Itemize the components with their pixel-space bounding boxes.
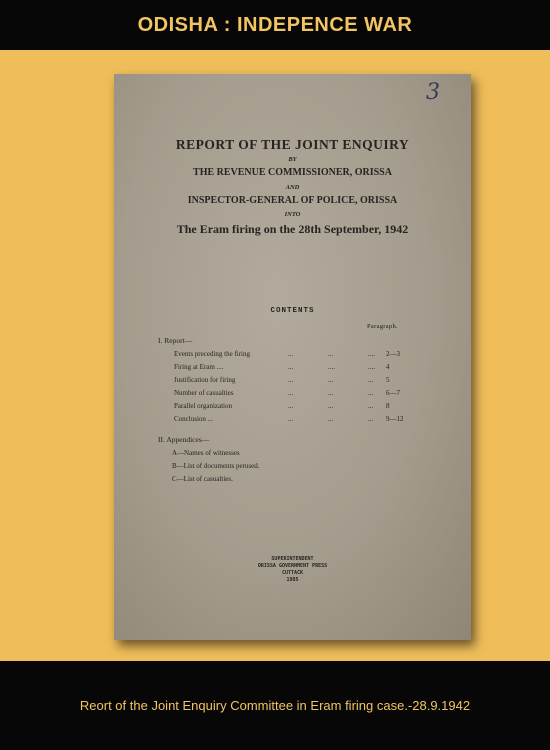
report-line-police: INSPECTOR-GENERAL OF POLICE, ORISSA <box>187 195 398 206</box>
toc-dots: ... <box>288 389 294 397</box>
toc-dots: .... <box>328 363 335 371</box>
toc-dots: ... <box>288 415 294 423</box>
appendix-item: B—List of documents perused. <box>172 462 260 470</box>
toc-label: Number of casualties <box>174 389 234 397</box>
toc-paragraph: 4 <box>386 363 390 371</box>
toc-dots: ... <box>288 376 294 384</box>
toc-dots: ... <box>328 402 334 410</box>
toc-dots: ... <box>368 376 374 384</box>
contents-heading: CONTENTS <box>270 307 315 315</box>
toc-label: Parallel organization <box>174 402 232 410</box>
toc-row <box>174 350 414 360</box>
toc-dots: ... <box>328 389 334 397</box>
toc-row <box>174 376 414 386</box>
report-title: REPORT OF THE JOINT ENQUIRY <box>175 137 410 152</box>
printer-line: CUTTACK <box>281 570 304 576</box>
report-subject: The Eram firing on the 28th September, 1942 <box>176 222 409 236</box>
toc-paragraph: 6—7 <box>386 389 400 397</box>
toc-label: Justification for firing <box>174 376 236 384</box>
toc-paragraph: 5 <box>386 376 390 384</box>
toc-dots: ... <box>288 402 294 410</box>
section-report-heading: I. Report— <box>158 336 193 345</box>
toc-label: Conclusion ... <box>174 415 213 423</box>
report-and: AND <box>285 184 300 191</box>
toc-dots: ... <box>288 363 294 371</box>
paragraph-heading: Paragraph. <box>367 323 398 330</box>
toc-row <box>174 402 414 412</box>
toc-dots: ... <box>368 415 374 423</box>
printer-line: ORISSA GOVERNMENT PRESS <box>257 563 328 569</box>
section-appendices-heading: II. Appendices— <box>158 435 210 444</box>
toc-dots: ... <box>328 415 334 423</box>
appendix-item: A—Names of witnesses <box>172 449 240 457</box>
header-bar <box>0 0 550 50</box>
toc-paragraph: 9—12 <box>386 415 404 423</box>
toc-paragraph: 8 <box>386 402 390 410</box>
toc-label: Events preceding the firing <box>174 350 251 358</box>
toc-row <box>174 389 414 399</box>
toc-dots: ... <box>328 376 334 384</box>
appendix-item: C—List of casualties. <box>172 475 233 483</box>
caption-bar <box>0 661 550 750</box>
toc-dots: ... <box>368 402 374 410</box>
printer-line: SUPERINTENDENT <box>271 556 314 562</box>
toc-row <box>174 415 414 425</box>
toc-dots: ... <box>368 389 374 397</box>
report-into: INTO <box>284 211 301 218</box>
image-caption: Reort of the Joint Enquiry Committee in Eram firing case.-28.9.1942 <box>79 698 471 713</box>
toc-dots: ... <box>288 350 294 358</box>
toc-dots: .... <box>368 350 375 358</box>
toc-dots: .... <box>368 363 375 371</box>
printer-year: 1985 <box>286 577 299 583</box>
toc-dots: ... <box>328 350 334 358</box>
toc-row <box>174 363 414 373</box>
handwritten-page-number: 3 <box>426 80 440 105</box>
page-title: ODISHA : INDEPENCE WAR <box>137 13 413 36</box>
toc-label: Firing at Eram .... <box>174 363 224 371</box>
toc-paragraph: 2—3 <box>386 350 400 358</box>
document-photo <box>114 74 471 640</box>
report-by: BY <box>288 156 297 163</box>
report-line-commissioner: THE REVENUE COMMISSIONER, ORISSA <box>193 167 392 178</box>
